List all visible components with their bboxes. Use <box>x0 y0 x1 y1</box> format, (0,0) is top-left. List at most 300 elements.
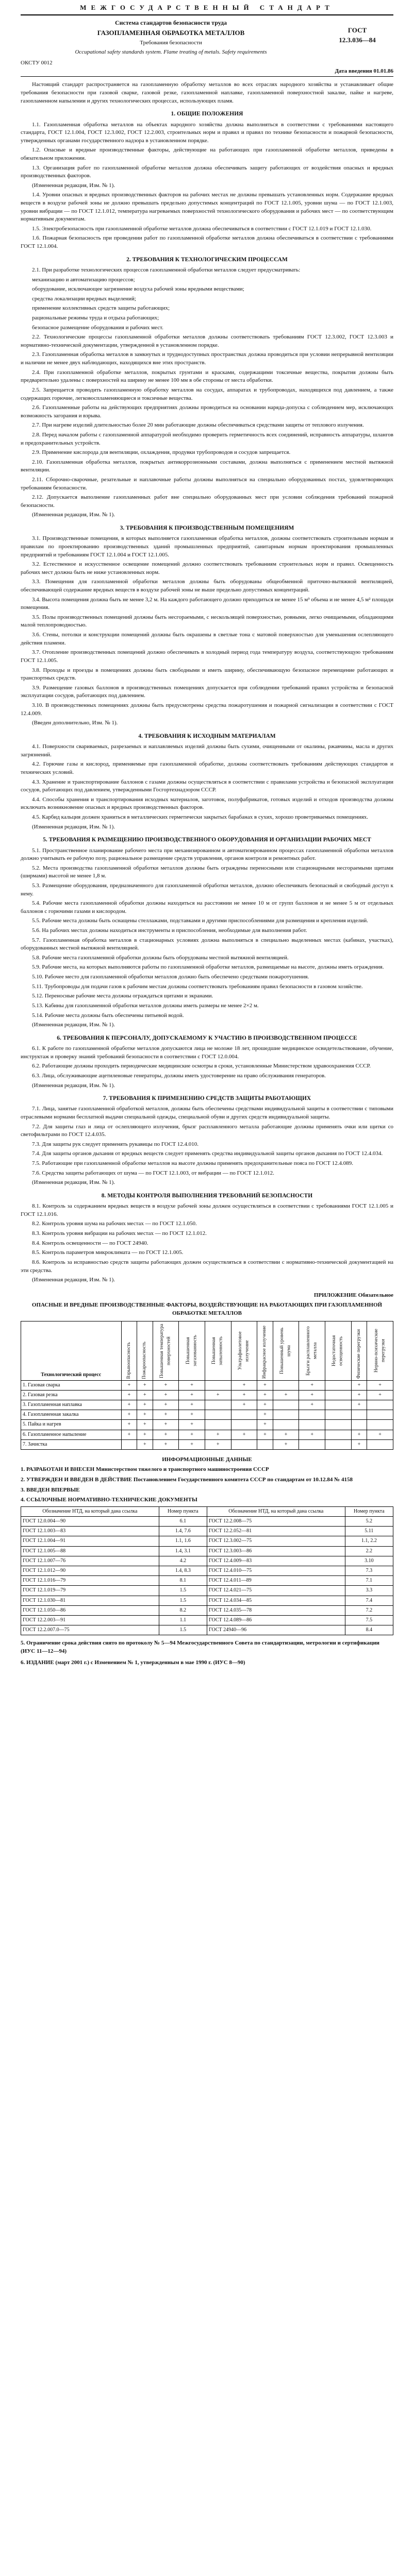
references-cell: 3.10 <box>345 1556 393 1566</box>
references-cell: 8.4 <box>345 1625 393 1635</box>
hazard-cell: + <box>121 1400 137 1410</box>
references-column-header: Номер пункта <box>159 1506 207 1516</box>
section-heading: 4. ТРЕБОВАНИЯ К ИСХОДНЫМ МАТЕРИАЛАМ <box>138 733 276 739</box>
hazard-cell: + <box>351 1380 367 1390</box>
standards-system: Система стандартов безопасности труда <box>114 19 227 27</box>
section-paragraph: 7.4. Для защиты органов дыхания от вредных веществ следует применять средства индивидуальной защиты органов дыхания по ГОСТ 12.4.034. <box>32 1150 383 1157</box>
info-tail-item: 5. Ограничение срока действия снято по протоколу № 5—94 Межгосударственного Совета по стандартизации, метрологии и сертификации (ИУС 11—12—94) <box>21 1640 380 1654</box>
hazard-cell: + <box>205 1430 231 1439</box>
hazard-row-name: 3. Газопламенная наплавка <box>21 1400 122 1410</box>
hazard-cell: + <box>205 1390 231 1400</box>
header-rule <box>21 76 393 77</box>
section-paragraph: 2.4. При газопламенной обработке металлов, покрытых грунтами и красками, содержащими токсичные вещества, покрытия должны быть предварительно удалены с поверхностей на ширину не менее 100 мм в обе стороны от места обработки. <box>21 369 393 384</box>
section-paragraph: 2.3. Газопламенная обработка металлов в замкнутых и труднодоступных пространствах должна проводиться при условии непрерывной вентиляции и наличии не менее двух наблюдающих, находящихся вне этих пространств. <box>21 351 393 366</box>
references-cell: 1.1 <box>159 1615 207 1625</box>
hazard-cell: + <box>257 1430 273 1439</box>
references-cell: 7.5 <box>345 1615 393 1625</box>
references-cell: ГОСТ 12.1.012—90 <box>21 1566 159 1576</box>
references-cell: 1.5 <box>159 1586 207 1596</box>
references-row <box>21 1527 393 1536</box>
section-paragraph: 5.7. Газопламенная обработка металлов в стационарных условиях должна выполняться в специально выделенных местах (кабинах, участках), оборудованных местной вытяжной вентиляцией. <box>21 937 393 952</box>
info-tail <box>21 1639 393 1667</box>
section-paragraph: 2.6. Газопламенные работы на действующих предприятиях должны проводиться на основании наряда-допуска с соблюдением мер, исключающих возможность загорания и взрыва. <box>21 404 393 419</box>
hazard-row <box>21 1400 393 1410</box>
section-paragraph: 8.5. Контроль параметров микроклимата — по ГОСТ 12.1.005. <box>32 1249 184 1256</box>
hazard-cell <box>299 1410 325 1420</box>
hazard-cell: + <box>179 1400 205 1410</box>
hazard-cell <box>231 1410 257 1420</box>
hazard-cell <box>367 1439 393 1449</box>
hazard-cell: + <box>231 1390 257 1400</box>
section-paragraph: 1.3. Организация работ по газопламенной обработке металлов должна обеспечивать защиту работающих от воздействия опасных и вредных производственных факторов. <box>21 164 393 179</box>
hazard-column-header <box>205 1321 231 1380</box>
references-row <box>21 1576 393 1586</box>
section-paragraph: 1.4. Уровни опасных и вредных производственных факторов на рабочих местах не должны превышать установленных норм. Содержание вредных веществ в воздухе рабочей зоны не должно превышать предельно допустимых концентраций по ГОСТ 12.1.005, уровни шума — по ГОСТ 12.1.003, уровни вибрации — по ГОСТ 12.1.012, температура нагреваемых поверхностей технологического оборудования и рабочих мест — по соответствующим нормативным документам. <box>21 192 393 223</box>
section-paragraph: 8.2. Контроль уровня шума на рабочих местах — по ГОСТ 12.1.050. <box>32 1221 197 1227</box>
hazard-cell <box>273 1400 299 1410</box>
hazard-column-header <box>179 1321 205 1380</box>
hazard-cell: + <box>153 1420 179 1430</box>
hazard-column-label: Повышенная температура поверхностей <box>159 1323 172 1378</box>
info-tail-item: 6. ИЗДАНИЕ (март 2001 г.) с Изменением № 1, утвержденным в мае 1990 г. (ИУС 8—90) <box>21 1659 245 1666</box>
section-paragraph: (Введен дополнительно, Изм. № 1). <box>32 720 118 726</box>
hazard-row <box>21 1390 393 1400</box>
references-column-header: Обозначение НТД, на который дана ссылка <box>21 1506 159 1516</box>
section-paragraph: 5.6. На рабочих местах должны находиться инструменты и приспособления, необходимые для выполнения работ. <box>32 927 307 934</box>
references-table <box>21 1506 393 1635</box>
section-paragraph: 5.8. Рабочие места газопламенной обработки должны быть оборудованы местной вытяжной вентиляцией. <box>32 954 289 961</box>
hazard-cell: + <box>351 1430 367 1439</box>
info-item: 4. ССЫЛОЧНЫЕ НОРМАТИВНО-ТЕХНИЧЕСКИЕ ДОКУМЕНТЫ <box>21 1497 197 1503</box>
references-cell: 8.2 <box>159 1605 207 1615</box>
hazard-cell: + <box>121 1410 137 1420</box>
info-item: 2. УТВЕРЖДЕН И ВВЕДЕН В ДЕЙСТВИЕ Постановлением Государственного комитета СССР по стандартам от 10.12.84 № 4158 <box>21 1477 353 1483</box>
info-items <box>21 1466 393 1504</box>
hazard-row <box>21 1410 393 1420</box>
section-paragraph: 7.1. Лица, занятые газопламенной обработкой металлов, должны быть обеспечены средствами индивидуальной защиты в соответствии с типовыми отраслевыми нормами бесплатной выдачи специальной одежды, специальной обуви и других средств индивидуальной защиты. <box>21 1106 393 1121</box>
standard-banner: МЕЖГОСУДАРСТВЕННЫЙ СТАНДАРТ <box>80 4 334 11</box>
references-cell: 1.4, 3.1 <box>159 1546 207 1556</box>
hazard-cell: + <box>179 1410 205 1420</box>
hazard-column-label: Повышенная загазованность <box>185 1335 198 1367</box>
hazard-column-header <box>299 1321 325 1380</box>
hazard-cell: + <box>351 1439 367 1449</box>
hazard-column-header <box>231 1321 257 1380</box>
references-row <box>21 1566 393 1576</box>
hazard-column-header <box>351 1321 367 1380</box>
section-paragraph: (Измененная редакция, Изм. № 1). <box>32 823 115 830</box>
section-heading: 6. ТРЕБОВАНИЯ К ПЕРСОНАЛУ, ДОПУСКАЕМОМУ К УЧАСТИЮ В ПРОИЗВОДСТВЕННОМ ПРОЦЕССЕ <box>57 1035 357 1041</box>
hazard-cell: + <box>179 1430 205 1439</box>
section-paragraph: (Измененная редакция, Изм. № 1). <box>32 512 115 518</box>
section-paragraph: 3.4. Высота помещения должна быть не менее 3,2 м. На каждого работающего должно приходиться не менее 15 м³ объема и не менее 4,5 м² площади помещения. <box>21 596 393 611</box>
section-paragraph: 2.12. Допускается выполнение газопламенных работ вне специально оборудованных мест при условии соблюдения требований пожарной безопасности. <box>21 494 393 509</box>
section-paragraph: 2.7. При нагреве изделий длительностью более 20 мин работающие должны обеспечиваться средствами защиты от теплового излучения. <box>32 422 364 429</box>
hazard-cell <box>205 1410 231 1420</box>
hazard-corner-header: Технологический процесс <box>21 1321 122 1380</box>
info-title: ИНФОРМАЦИОННЫЕ ДАННЫЕ <box>162 1456 252 1463</box>
section-paragraph: безопасное размещение оборудования и рабочих мест. <box>32 324 163 331</box>
hazard-cell: + <box>179 1420 205 1430</box>
hazard-factors-table <box>21 1321 393 1450</box>
section-paragraph: 6.2. Работающие должны проходить периодические медицинские осмотры в сроки, установленные Министерством здравоохранения СССР. <box>32 1063 371 1070</box>
hazard-cell <box>325 1439 352 1449</box>
hazard-cell: + <box>231 1400 257 1410</box>
hazard-cell <box>325 1400 352 1410</box>
hazard-cell <box>273 1410 299 1420</box>
references-cell: 7.1 <box>345 1576 393 1586</box>
hazard-cell: + <box>137 1380 153 1390</box>
section-paragraph: (Измененная редакция, Изм. № 1). <box>32 1082 115 1089</box>
references-cell: ГОСТ 12.2.003—91 <box>21 1615 159 1625</box>
hazard-cell <box>205 1420 231 1430</box>
hazard-cell: + <box>205 1439 231 1449</box>
references-cell: 1.5 <box>159 1596 207 1605</box>
section-paragraph: 2.5. Запрещается проводить газопламенную обработку металлов на сосудах, аппаратах и трубопроводах, находящихся под давлением, а также содержащих горючие, легковоспламеняющиеся и токсичные вещества. <box>21 386 393 401</box>
hazard-column-header <box>325 1321 352 1380</box>
section-paragraph: 4.1. Поверхности свариваемых, разрезаемых и наплавляемых изделий должны быть сухими, очищенными от окалины, ржавчины, масла и других загрязнений. <box>21 743 393 758</box>
hazard-cell <box>367 1420 393 1430</box>
section-paragraph: 1.2. Опасные и вредные производственные факторы, действующие на работающих при газопламенной обработке металлов, приведены в обязательном приложении. <box>21 147 393 161</box>
hazard-cell: + <box>351 1400 367 1410</box>
section-paragraph: 7.6. Средства защиты работающих от шума — по ГОСТ 12.1.003, от вибрации — по ГОСТ 12.1.012. <box>32 1170 274 1176</box>
hazard-column-label: Ультрафиолетовое излучение <box>237 1331 250 1370</box>
references-cell: 7.4 <box>345 1596 393 1605</box>
section-paragraph: 4.5. Карбид кальция должен храниться в металлических герметически закрытых барабанах в сухих, хорошо проветриваемых помещениях. <box>32 814 369 820</box>
hazard-cell: + <box>257 1420 273 1430</box>
hazard-cell: + <box>179 1390 205 1400</box>
section-paragraph: 5.9. Рабочие места, на которых выполняются работы по газопламенной обработке металлов, размещаемые на высоте, должны иметь ограждения. <box>32 964 384 971</box>
references-cell: ГОСТ 12.4.011—89 <box>207 1576 345 1586</box>
references-cell: ГОСТ 12.3.002—75 <box>207 1536 345 1546</box>
section-paragraph: 3.5. Полы производственных помещений должны быть несгораемыми, с нескользящей поверхностью, ровными, легко очищаемыми, обладающими малой теплопроводностью. <box>21 614 393 629</box>
references-row <box>21 1586 393 1596</box>
references-cell: ГОСТ 12.1.030—81 <box>21 1596 159 1605</box>
references-cell: ГОСТ 12.4.010—75 <box>207 1566 345 1576</box>
references-cell: 4.2 <box>159 1556 207 1566</box>
hazard-cell <box>231 1439 257 1449</box>
hazard-row-name: 5. Пайка и нагрев <box>21 1420 122 1430</box>
hazard-row-name: 2. Газовая резка <box>21 1390 122 1400</box>
hazard-table-body <box>21 1380 393 1449</box>
references-row <box>21 1605 393 1615</box>
hazard-row <box>21 1380 393 1390</box>
references-cell: ГОСТ 12.1.016—79 <box>21 1576 159 1586</box>
references-cell: ГОСТ 12.2.007.0—75 <box>21 1625 159 1635</box>
hazard-cell: + <box>257 1400 273 1410</box>
section-paragraph: 3.10. В производственных помещениях должны быть предусмотрены средства пожаротушения и пожарной сигнализации в соответствии с ГОСТ 12.4.009. <box>21 702 393 717</box>
hazard-column-header <box>257 1321 273 1380</box>
hazard-cell <box>351 1420 367 1430</box>
hazard-cell <box>299 1439 325 1449</box>
section-paragraph: 6.3. Лица, обслуживающие ацетиленовые генераторы, должны иметь удостоверение на право обслуживания генераторов. <box>32 1072 326 1079</box>
section-paragraph: 5.5. Рабочие места должны быть оснащены стеллажами, подставками и другими приспособлениями для размещения и крепления изделий. <box>32 918 368 924</box>
section-paragraph: (Измененная редакция, Изм. № 1). <box>32 1179 115 1186</box>
hazard-cell: + <box>231 1380 257 1390</box>
section-paragraph: 5.11. Трубопроводы для подачи газов к рабочим местам должны соответствовать требованиям правил безопасности в газовом хозяйстве. <box>32 983 363 990</box>
references-cell: ГОСТ 12.1.005—88 <box>21 1546 159 1556</box>
references-cell: 2.2 <box>345 1546 393 1556</box>
references-cell: 1.4, 7.6 <box>159 1527 207 1536</box>
references-cell: ГОСТ 12.2.008—75 <box>207 1517 345 1527</box>
references-cell: 6.1 <box>159 1517 207 1527</box>
hazard-column-label: Физические перегрузки <box>356 1329 361 1379</box>
hazard-cell: + <box>121 1430 137 1439</box>
section-paragraph: 5.14. Рабочие места должны быть обеспечены питьевой водой. <box>32 1012 184 1019</box>
section-paragraph: 4.2. Горючие газы и кислород, применяемые при газопламенной обработке, должны соответствовать требованиям действующих стандартов и технических условий. <box>21 761 393 775</box>
hazard-cell <box>231 1420 257 1430</box>
english-title: Occupational safety standards system. Flame treating of metals. Safety requirements <box>75 48 267 55</box>
section-paragraph: средства локализации вредных выделений; <box>32 295 136 302</box>
section-paragraph: 5.12. Переносные рабочие места должны ограждаться щитами и экранами. <box>32 993 213 999</box>
references-cell: ГОСТ 12.2.052—81 <box>207 1527 345 1536</box>
hazard-row <box>21 1430 393 1439</box>
section-paragraph: 3.1. Производственные помещения, в которых выполняется газопламенная обработка металлов, должны соответствовать строительным нормам и правилам по проектированию производственных зданий промышленных предприятий, санитарным нормам проектирования промышленных предприятий и требованиям ГОСТ 12.1.004 и ГОСТ 12.1.005. <box>21 535 393 558</box>
section-paragraph: 5.10. Рабочее место для газопламенной обработки металлов должно быть обеспечено средствами пожаротушения. <box>32 974 309 980</box>
section-paragraph: рациональные режимы труда и отдыха работающих; <box>32 315 159 321</box>
references-column-header: Номер пункта <box>345 1506 393 1516</box>
section-paragraph: (Измененная редакция, Изм. № 1). <box>32 1277 115 1283</box>
hazard-cell: + <box>137 1439 153 1449</box>
references-cell: 1.5 <box>159 1625 207 1635</box>
hazard-cell <box>367 1410 393 1420</box>
hazard-cell: + <box>137 1420 153 1430</box>
hazard-row-name: 4. Газопламенная закалка <box>21 1410 122 1420</box>
section-paragraph: 8.4. Контроль освещенности — по ГОСТ 24940. <box>32 1240 148 1246</box>
hazard-cell: + <box>121 1420 137 1430</box>
section-paragraph: 3.9. Размещение газовых баллонов в производственных помещениях допускается при соблюдении требований правил устройства и безопасной эксплуатации сосудов, работающих под давлением. <box>21 684 393 699</box>
section-paragraph: 8.6. Контроль за исправностью средств защиты работающих должен осуществляться в соответствии с нормативно-технической документацией на эти средства. <box>21 1259 393 1274</box>
references-cell: 1.4, 8.3 <box>159 1566 207 1576</box>
hazard-cell <box>325 1410 352 1420</box>
section-paragraph: механизацию и автоматизацию процессов; <box>32 276 135 283</box>
document-subtitle: Требования безопасности <box>140 39 202 46</box>
hazard-row-name: 1. Газовая сварка <box>21 1380 122 1390</box>
section-paragraph: 2.1. При разработке технологических процессов газопламенной обработки металлов следует предусматривать: <box>32 267 301 273</box>
document-header <box>21 19 393 56</box>
hazard-column-label: Повышенная запыленность <box>211 1336 224 1365</box>
hazard-cell <box>351 1410 367 1420</box>
section-heading: 2. ТРЕБОВАНИЯ К ТЕХНОЛОГИЧЕСКИМ ПРОЦЕССАМ <box>126 256 288 263</box>
hazard-column-label: Повышенный уровень шума <box>279 1327 292 1374</box>
section-paragraph: 2.8. Перед началом работы с газопламенной аппаратурой необходимо проверить герметичность всех соединений, исправность аппаратуры, шлангов и предохранительных устройств. <box>21 431 393 446</box>
hazard-cell: + <box>231 1430 257 1439</box>
section-paragraph: оборудование, исключающее загрязнение воздуха рабочей зоны вредными веществами; <box>32 286 244 293</box>
section-paragraph: 4.4. Способы хранения и транспортирования исходных материалов, заготовок, полуфабрикатов, готовых изделий и отходов производства должны исключать возникновение опасных и вредных производственных факторов. <box>21 796 393 811</box>
references-cell: ГОСТ 12.0.004—90 <box>21 1517 159 1527</box>
hazard-column-label: Взрывоопасность <box>126 1342 131 1379</box>
references-cell: ГОСТ 24940—96 <box>207 1625 345 1635</box>
hazard-cell: + <box>153 1430 179 1439</box>
references-cell: 3.3 <box>345 1586 393 1596</box>
hazard-cell: + <box>257 1390 273 1400</box>
section-heading: 8. МЕТОДЫ КОНТРОЛЯ ВЫПОЛНЕНИЯ ТРЕБОВАНИЙ БЕЗОПАСНОСТИ <box>101 1192 313 1199</box>
references-cell: 1.1, 1.6 <box>159 1536 207 1546</box>
section-heading: 1. ОБЩИЕ ПОЛОЖЕНИЯ <box>171 111 243 117</box>
section-paragraph: 6.1. К работе по газопламенной обработке металлов допускаются лица не моложе 18 лет, прошедшие медицинское освидетельствование, обучение, инструктаж и проверку знаний требований безопасности в соответствии с ГОСТ 12.0.004. <box>21 1045 393 1060</box>
hazard-cell: + <box>367 1380 393 1390</box>
hazard-cell: + <box>121 1390 137 1400</box>
section-paragraph: 1.6. Пожарная безопасность при проведении работ по газопламенной обработке металлов должна обеспечиваться в соответствии с требованиями ГОСТ 12.1.004. <box>21 235 393 250</box>
references-row <box>21 1517 393 1527</box>
references-cell: 8.1 <box>159 1576 207 1586</box>
hazard-cell: + <box>179 1380 205 1390</box>
section-paragraph: 5.2. Места производства газопламенной обработки металлов должны быть ограждены переносными или стационарными несгораемыми щитами (ширмами) высотой не менее 1,8 м. <box>21 865 393 879</box>
hazard-cell <box>273 1380 299 1390</box>
hazard-column-header <box>153 1321 179 1380</box>
references-cell: ГОСТ 12.4.034—85 <box>207 1596 345 1605</box>
hazard-cell: + <box>137 1430 153 1439</box>
gost-id <box>321 19 393 56</box>
references-cell: 5.2 <box>345 1517 393 1527</box>
section-paragraph: 3.3. Помещения для газопламенной обработки металлов должны быть оборудованы общеобменной приточно-вытяжной вентиляцией, обеспечивающей содержание вредных веществ в воздухе рабочей зоны не выше предельно допустимых концентраций. <box>21 579 393 594</box>
references-cell: ГОСТ 12.1.007—76 <box>21 1556 159 1566</box>
references-cell: 7.2 <box>345 1605 393 1615</box>
hazard-cell: + <box>273 1390 299 1400</box>
hazard-cell: + <box>153 1400 179 1410</box>
section-paragraph: 2.9. Применение кислорода для вентиляции, охлаждения, продувки трубопроводов и сосудов запрещается. <box>32 449 291 456</box>
hazard-column-label: Брызги расплавленного металла <box>305 1326 318 1376</box>
hazard-cell <box>121 1439 137 1449</box>
gost-number: 12.3.036—84 <box>339 36 376 44</box>
section-paragraph: 5.13. Кабины для газопламенной обработки металлов должны иметь размеры не менее 2×2 м. <box>32 1002 259 1009</box>
hazard-cell <box>273 1420 299 1430</box>
hazard-cell: + <box>257 1380 273 1390</box>
section-paragraph: 1.1. Газопламенная обработка металлов на объектах народного хозяйства должна выполняться в соответствии с требованиями настоящего стандарта, ГОСТ 12.1.004, ГОСТ 12.3.002, ГОСТ 12.2.003, строительных норм и правил и правил по технике безопасности и пожарной безопасности, утвержденных органами государственного надзора в установленном порядке. <box>21 121 393 144</box>
introduction-date: Дата введения 01.01.86 <box>335 67 393 74</box>
info-item: 3. ВВЕДЕН ВПЕРВЫЕ <box>21 1486 80 1493</box>
sections <box>21 110 393 1284</box>
hazard-column-label: Инфракрасное излучение <box>262 1326 268 1379</box>
hazard-cell: + <box>257 1410 273 1420</box>
hazard-cell: + <box>121 1380 137 1390</box>
section-paragraph: 5.4. Рабочие места газопламенной обработки должны находиться на расстоянии не менее 10 м от групп баллонов и не менее 5 м от отдельных баллонов с горючими газами и кислородом. <box>21 900 393 914</box>
references-cell: ГОСТ 12.1.003—83 <box>21 1527 159 1536</box>
hazard-row-name: 6. Газопламенное напыление <box>21 1430 122 1439</box>
hazard-column-header <box>367 1321 393 1380</box>
hazard-cell <box>325 1390 352 1400</box>
section-paragraph: 8.1. Контроль за содержанием вредных веществ в воздухе рабочей зоны должен осуществляться в соответствии с требованиями ГОСТ 12.1.005 и ГОСТ 12.1.016. <box>21 1203 393 1217</box>
preamble: Настоящий стандарт распространяется на газопламенную обработку металлов во всех отраслях народного хозяйства и устанавливает общие требования безопасности при газовой сварке, газовой резке, газопламенной наплавке, газопламенной поверхностной закалке, пайке и нагреве, газопламенном напылении и других технологических процессах, использующих пламя. <box>21 81 393 104</box>
hazard-cell: + <box>299 1400 325 1410</box>
hazard-cell <box>367 1400 393 1410</box>
section-paragraph: 1.5. Электробезопасность при газопламенной обработке металлов должна обеспечиваться в соответствии с ГОСТ 12.1.019 и ГОСТ 12.1.030. <box>32 225 372 232</box>
section-paragraph: 3.6. Стены, потолки и конструкции помещений должны быть окрашены в светлые тона с матовой поверхностью для уменьшения ослепляющего действия пламени. <box>21 632 393 646</box>
references-row <box>21 1615 393 1625</box>
hazard-cell <box>205 1400 231 1410</box>
hazard-cell: + <box>153 1380 179 1390</box>
section-paragraph: 3.8. Проходы и проезды в помещениях должны быть свободными и иметь ширину, обеспечивающую безопасное перемещение работающих и транспортных средств. <box>21 667 393 682</box>
section-paragraph: 7.2. Для защиты глаз и лица от ослепляющего излучения, брызг расплавленного металла работающие должны применять очки или щитки со светофильтрами по ГОСТ 12.4.035. <box>21 1123 393 1138</box>
references-cell: 5.11 <box>345 1527 393 1536</box>
section-paragraph: 8.3. Контроль уровня вибрации на рабочих местах — по ГОСТ 12.1.012. <box>32 1230 207 1237</box>
hazard-column-header <box>137 1321 153 1380</box>
references-cell: ГОСТ 12.4.089—86 <box>207 1615 345 1625</box>
document-title: ГАЗОПЛАМЕННАЯ ОБРАБОТКА МЕТАЛЛОВ <box>97 29 245 37</box>
hazard-cell: + <box>299 1430 325 1439</box>
hazard-row <box>21 1439 393 1449</box>
hazard-column-label: Недостаточная освещенность <box>332 1335 344 1366</box>
references-cell: 1.1, 2.2 <box>345 1536 393 1546</box>
references-body <box>21 1517 393 1635</box>
section-paragraph: (Измененная редакция, Изм. № 1). <box>32 1022 115 1028</box>
section-paragraph: 4.3. Хранение и транспортирование баллонов с газами должны осуществляться в соответствии с правилами устройства и безопасной эксплуатации сосудов, работающих под давлением, утвержденными Госгортехнадзором СССР. <box>21 778 393 793</box>
references-cell: 7.3 <box>345 1566 393 1576</box>
references-header <box>21 1506 393 1516</box>
references-cell: ГОСТ 12.1.050—86 <box>21 1605 159 1615</box>
section-paragraph: 2.2. Технологические процессы газопламенной обработки металлов должны соответствовать требованиям ГОСТ 12.3.002, ГОСТ 12.3.003 и нормативно-технической документации, утвержденной в установленном порядке. <box>21 334 393 348</box>
section-paragraph: 2.10. Газопламенная обработка металлов, покрытых антикоррозионными составами, должна выполняться с применением местной вытяжной вентиляции. <box>21 459 393 473</box>
hazard-cell: + <box>153 1390 179 1400</box>
info-item: 1. РАЗРАБОТАН И ВНЕСЕН Министерством тяжелого и транспортного машиностроения СССР <box>21 1466 269 1473</box>
section-heading: 7. ТРЕБОВАНИЯ К ПРИМЕНЕНИЮ СРЕДСТВ ЗАЩИТЫ РАБОТАЮЩИХ <box>103 1095 311 1102</box>
section-paragraph: 5.3. Размещение оборудования, предназначенного для газопламенной обработки металлов, должно обеспечивать безопасный и свободный доступ к нему. <box>21 882 393 897</box>
hazard-cell <box>299 1420 325 1430</box>
hazard-column-header <box>121 1321 137 1380</box>
hazard-column-label: Пожароопасность <box>142 1341 147 1379</box>
hazard-cell: + <box>299 1380 325 1390</box>
section-paragraph: 5.1. Пространственное планирование рабочего места при механизированном и автоматизированном процессах газопламенной обработки металлов должно учитывать ее рабочую позу, рациональное размещение средств управления, органов контроля и ремонтных работ. <box>21 847 393 862</box>
references-column-header: Обозначение НТД, на который дана ссылка <box>207 1506 345 1516</box>
appendix-title: ОПАСНЫЕ И ВРЕДНЫЕ ПРОИЗВОДСТВЕННЫЕ ФАКТОРЫ, ВОЗДЕЙСТВУЮЩИЕ НА РАБОТАЮЩИХ ПРИ ГАЗОПЛАМЕННОЙ ОБРАБОТКЕ МЕТАЛЛОВ <box>31 1302 383 1316</box>
hazard-cell: + <box>179 1439 205 1449</box>
hazard-cell: + <box>367 1430 393 1439</box>
hazard-cell: + <box>137 1410 153 1420</box>
hazard-cell <box>205 1380 231 1390</box>
hazard-row <box>21 1420 393 1430</box>
hazard-cell <box>325 1420 352 1430</box>
references-row <box>21 1546 393 1556</box>
references-cell: ГОСТ 12.4.035—78 <box>207 1605 345 1615</box>
hazard-cell: + <box>137 1400 153 1410</box>
references-cell: ГОСТ 12.3.003—86 <box>207 1546 345 1556</box>
hazard-cell: + <box>153 1439 179 1449</box>
hazard-table-header <box>21 1321 393 1380</box>
hazard-cell: + <box>351 1390 367 1400</box>
hazard-cell: + <box>273 1430 299 1439</box>
section-paragraph: 3.7. Отопление производственных помещений должно обеспечивать в холодный период года температуру воздуха, соответствующую требованиям ГОСТ 12.1.005. <box>21 649 393 664</box>
hazard-cell: + <box>299 1390 325 1400</box>
hazard-cell <box>325 1430 352 1439</box>
section-paragraph: 7.5. Работающие при газопламенной обработке металлов на высоте должны применять предохранительные пояса по ГОСТ 12.4.089. <box>32 1160 354 1167</box>
hazard-row-name: 7. Зачистка <box>21 1439 122 1449</box>
hazard-cell: + <box>367 1390 393 1400</box>
section-paragraph: применение коллективных средств защиты работающих; <box>32 305 170 312</box>
references-cell: ГОСТ 12.4.021—75 <box>207 1586 345 1596</box>
references-row <box>21 1596 393 1605</box>
gost-label: ГОСТ <box>347 26 367 35</box>
references-row <box>21 1625 393 1635</box>
appendix-label: ПРИЛОЖЕНИЕ Обязательное <box>313 1292 393 1298</box>
hazard-column-label: Нервно-психические перегрузки <box>373 1329 386 1373</box>
hazard-cell <box>257 1439 273 1449</box>
hazard-cell <box>325 1380 352 1390</box>
section-heading: 3. ТРЕБОВАНИЯ К ПРОИЗВОДСТВЕННЫМ ПОМЕЩЕНИЯМ <box>120 525 294 532</box>
references-cell: ГОСТ 12.1.004—91 <box>21 1536 159 1546</box>
hazard-column-header <box>273 1321 299 1380</box>
header-titles <box>21 19 321 56</box>
references-row <box>21 1556 393 1566</box>
section-paragraph: (Измененная редакция, Изм. № 1). <box>32 182 115 189</box>
references-cell: ГОСТ 12.1.019—79 <box>21 1586 159 1596</box>
section-paragraph: 7.3. Для защиты рук следует применять рукавицы по ГОСТ 12.4.010. <box>32 1141 199 1147</box>
references-cell: ГОСТ 12.4.009—83 <box>207 1556 345 1566</box>
section-paragraph: 3.2. Естественное и искусственное освещение помещений должно соответствовать требованиям строительных норм и правил. Освещенность рабочих мест должна быть не ниже установленных норм. <box>21 561 393 575</box>
hazard-cell: + <box>137 1390 153 1400</box>
banner-rule <box>21 14 393 15</box>
section-heading: 5. ТРЕБОВАНИЯ К РАЗМЕЩЕНИЮ ПРОИЗВОДСТВЕННОГО ОБОРУДОВАНИЯ И ОРГАНИЗАЦИИ РАБОЧИХ МЕСТ <box>43 837 371 843</box>
hazard-cell: + <box>273 1439 299 1449</box>
